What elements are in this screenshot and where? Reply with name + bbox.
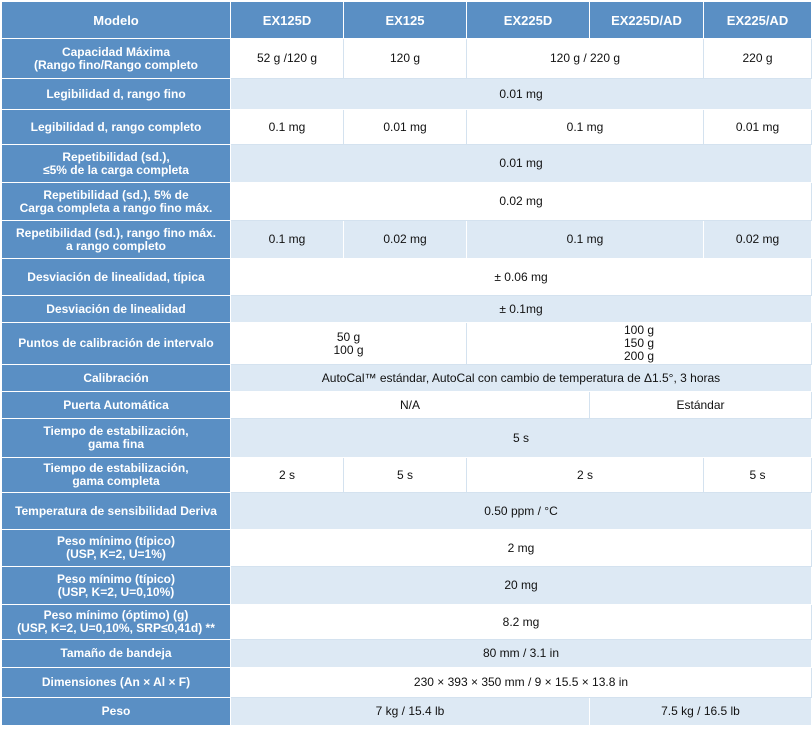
table-row [2,493,812,530]
table-row [2,458,812,493]
row-label: Puerta Automática [2,392,231,419]
table-row [2,79,812,110]
table-row [2,419,812,458]
row-label: Legibilidad d, rango completo [2,110,231,145]
row-label: Capacidad Máxima (Rango fino/Rango completo [2,39,231,79]
spec-table [1,1,812,726]
row-label: Temperatura de sensibilidad Deriva [2,493,231,530]
table-cell: 120 g [344,39,467,79]
table-cell: 5 s [704,458,812,493]
table-row [2,110,812,145]
table-cell: 0.01 mg [344,110,467,145]
table-cell: 2 s [467,458,704,493]
model-header-ex225d: EX225D [467,2,590,39]
table-row [2,530,812,567]
model-header-ex225d-ad: EX225D/AD [590,2,704,39]
table-cell: 120 g / 220 g [467,39,704,79]
table-cell: 7.5 kg / 16.5 lb [590,698,812,726]
row-label: Peso mínimo (óptimo) (g) (USP, K=2, U=0,10%, SRP≤0,41d) ** [2,605,231,640]
table-cell: 0.01 mg [231,79,812,110]
table-cell: 0.1 mg [467,110,704,145]
row-label: Tamaño de bandeja [2,640,231,668]
table-cell: 0.50 ppm / °C [231,493,812,530]
table-cell: 80 mm / 3.1 in [231,640,812,668]
table-cell: 52 g /120 g [231,39,344,79]
table-cell: 0.1 mg [231,221,344,259]
table-cell: 50 g 100 g [231,323,467,365]
table-cell: 0.1 mg [231,110,344,145]
table-row [2,668,812,698]
row-label: Peso mínimo (típico) (USP, K=2, U=1%) [2,530,231,567]
row-label: Legibilidad d, rango fino [2,79,231,110]
table-cell: 20 mg [231,567,812,605]
row-label: Peso mínimo (típico) (USP, K=2, U=0,10%) [2,567,231,605]
table-row [2,145,812,183]
row-label: Puntos de calibración de intervalo [2,323,231,365]
table-cell: 5 s [231,419,812,458]
row-label: Desviación de linealidad, típica [2,259,231,296]
row-label: Repetibilidad (sd.), ≤5% de la carga completa [2,145,231,183]
table-cell: 7 kg / 15.4 lb [231,698,590,726]
table-row [2,567,812,605]
table-cell: 2 mg [231,530,812,567]
table-row [2,365,812,392]
table-cell: 0.01 mg [704,110,812,145]
table-cell: 0.02 mg [344,221,467,259]
header-label: Modelo [2,2,231,39]
row-label: Repetibilidad (sd.), rango fino máx. a rango completo [2,221,231,259]
table-cell: 0.02 mg [704,221,812,259]
table-cell: AutoCal™ estándar, AutoCal con cambio de temperatura de Δ1.5°, 3 horas [231,365,812,392]
table-row [2,221,812,259]
row-label: Dimensiones (An × Al × F) [2,668,231,698]
row-label: Tiempo de estabilización, gama fina [2,419,231,458]
row-label: Tiempo de estabilización, gama completa [2,458,231,493]
row-label: Calibración [2,365,231,392]
table-row [2,183,812,221]
table-cell: 5 s [344,458,467,493]
row-label: Peso [2,698,231,726]
model-header-ex225-ad: EX225/AD [704,2,812,39]
header-row [2,2,812,39]
table-row [2,698,812,726]
row-label: Repetibilidad (sd.), 5% de Carga completa a rango fino máx. [2,183,231,221]
table-row [2,39,812,79]
row-label: Desviación de linealidad [2,296,231,323]
table-cell: ± 0.06 mg [231,259,812,296]
table-cell: 2 s [231,458,344,493]
table-row [2,296,812,323]
table-cell: 100 g 150 g 200 g [467,323,812,365]
table-cell: 230 × 393 × 350 mm / 9 × 15.5 × 13.8 in [231,668,812,698]
table-row [2,605,812,640]
table-cell: 220 g [704,39,812,79]
table-row [2,323,812,365]
model-header-ex125d: EX125D [231,2,344,39]
table-cell: N/A [231,392,590,419]
table-cell: 0.1 mg [467,221,704,259]
table-row [2,640,812,668]
table-row [2,259,812,296]
model-header-ex125: EX125 [344,2,467,39]
table-cell: ± 0.1mg [231,296,812,323]
table-cell: 0.02 mg [231,183,812,221]
table-cell: 0.01 mg [231,145,812,183]
table-cell: 8.2 mg [231,605,812,640]
table-row [2,392,812,419]
table-cell: Estándar [590,392,812,419]
